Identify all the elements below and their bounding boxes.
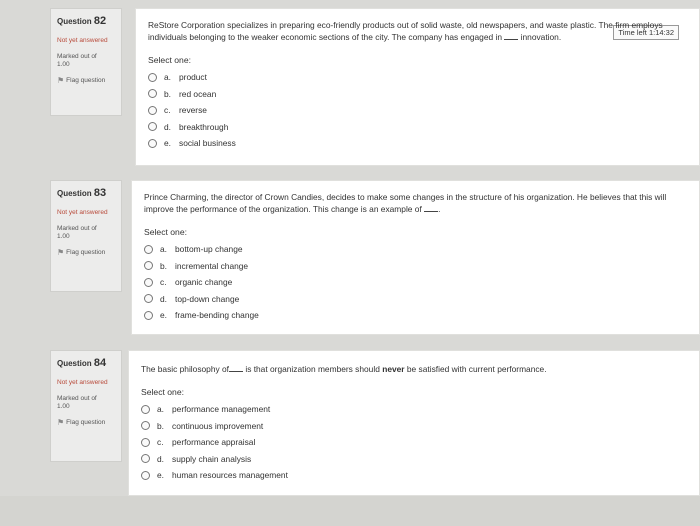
options-list [141,401,681,484]
question-text: ReStore Corporation specializes in preparing eco-friendly products out of solid waste, old newspapers, and waste plastic. The firm employs individuals belonging to the weaker economic sections of the city. The company has engaged in innovation. [148,20,663,42]
blank-line [229,364,243,372]
question-content-83 [131,180,700,335]
option-c[interactable]: c. reverse [148,102,678,119]
radio-button[interactable] [144,245,153,254]
question-content-84 [128,350,700,496]
option-c[interactable]: c. performance appraisal [141,434,681,451]
radio-button[interactable] [141,438,150,447]
option-b[interactable]: b. incremental change [144,258,679,275]
radio-button[interactable] [141,421,150,430]
option-d[interactable]: d. top-down change [144,291,679,308]
flag-question-button[interactable]: ⚑ Flag question [57,76,106,85]
question-status: Not yet answered [57,379,108,386]
question-status: Not yet answered [57,209,108,216]
marked-out-of: Marked out of 1.00 [57,225,97,240]
radio-button[interactable] [141,471,150,480]
question-number: Question 82 [57,15,107,27]
option-b[interactable]: b. red ocean [148,86,678,103]
flag-icon: ⚑ [57,418,65,427]
flag-icon: ⚑ [57,248,65,257]
blank-line [424,204,438,212]
question-text: Prince Charming, the director of Crown Candies, decides to make some changes in the structure of his organization. He believes that this will improve the performance of the organization. This change is an example of . [144,192,667,214]
radio-button[interactable] [141,405,150,414]
marked-out-of: Marked out of 1.00 [57,395,97,410]
question-text: The basic philosophy of is that organization members should never be satisfied with current performance. [141,364,547,374]
option-b[interactable]: b. continuous improvement [141,418,681,435]
option-a[interactable]: a. performance management [141,401,681,418]
question-number: Question 84 [57,357,107,369]
question-content-82 [135,8,700,166]
time-left: Time left 1:14:32 [613,25,679,40]
marked-out-of: Marked out of 1.00 [57,53,97,68]
radio-button[interactable] [144,294,153,303]
option-c[interactable]: c. organic change [144,274,679,291]
option-e[interactable]: e. frame-bending change [144,307,679,324]
flag-icon: ⚑ [57,76,65,85]
option-d[interactable]: d. breakthrough [148,119,678,136]
select-one-label: Select one: [144,227,187,237]
flag-question-button[interactable]: ⚑ Flag question [57,248,106,257]
radio-button[interactable] [144,261,153,270]
question-info-83 [50,180,122,292]
radio-button[interactable] [148,89,157,98]
options-list [148,69,678,152]
radio-button[interactable] [144,278,153,287]
radio-button[interactable] [148,122,157,131]
option-a[interactable]: a. bottom-up change [144,241,679,258]
blank-line [504,32,518,40]
radio-button[interactable] [141,454,150,463]
option-d[interactable]: d. supply chain analysis [141,451,681,468]
radio-button[interactable] [144,311,153,320]
option-e[interactable]: e. human resources management [141,467,681,484]
radio-button[interactable] [148,106,157,115]
options-list [144,241,679,324]
radio-button[interactable] [148,73,157,82]
select-one-label: Select one: [148,55,191,65]
question-info-84 [50,350,122,462]
question-number: Question 83 [57,187,107,199]
option-e[interactable]: e. social business [148,135,678,152]
page-bottom-strip [0,496,700,526]
question-info-82 [50,8,122,116]
flag-question-button[interactable]: ⚑ Flag question [57,418,106,427]
option-a[interactable]: a. product [148,69,678,86]
question-status: Not yet answered [57,37,108,44]
select-one-label: Select one: [141,387,184,397]
radio-button[interactable] [148,139,157,148]
